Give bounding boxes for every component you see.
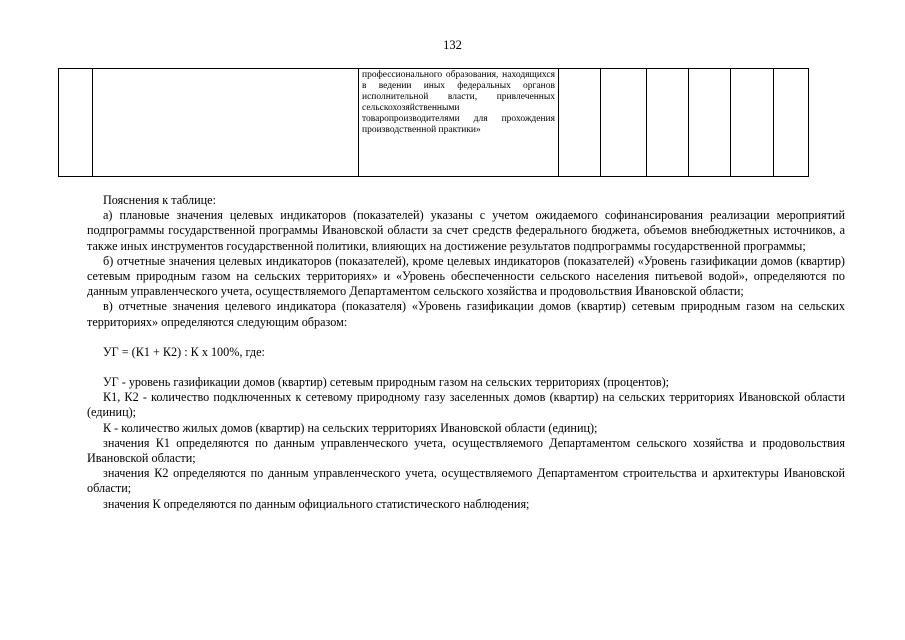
- table-row: [59, 69, 809, 177]
- table-cell-value: [601, 69, 647, 177]
- source-k1: значения К1 определяются по данным управленческого учета, осуществляемого Департаментом сельского хозяйства и продовольствия Ивановской области;: [87, 435, 845, 466]
- definition-k: К - количество жилых домов (квартир) на сельских территориях Ивановской области (единиц);: [103, 420, 598, 435]
- table-cell-name: [93, 69, 359, 177]
- note-item-b: б) отчетные значения целевых индикаторов (показателей), кроме целевых индикаторов (показателей) «Уровень газификации домов (квартир) сетевым природным газом на сельских территориях» и «Уровень обеспеченности сельского населения питьевой водой», определяются по данным управленческого учета, осуществляемого Департаментом сельского хозяйства и продовольствия Ивановской области;: [87, 253, 845, 299]
- note-item-v: в) отчетные значения целевого индикатора (показателя) «Уровень газификации домов (квартир) сетевым природным газом на сельских территориях» определяются следующим образом:: [87, 299, 845, 329]
- table-cell-value: [689, 69, 731, 177]
- source-k: значения К определяются по данным официального статистического наблюдения;: [103, 496, 530, 511]
- notes-heading: Пояснения к таблице:: [103, 193, 216, 207]
- table-cell-value: [731, 69, 774, 177]
- table-cell-value: [774, 69, 809, 177]
- table-cell-indicator-text: профессионального образования, находящихся в ведении иных федеральных органов исполнительной власти, привлеченных сельскохозяйственными товаропроизводителями для прохождения производственной практики»: [359, 69, 559, 177]
- table-cell-value: [647, 69, 689, 177]
- definition-k1-k2: К1, К2 - количество подключенных к сетевому природному газу заселенных домов (квартир) на сельских территориях Ивановской области (единиц);: [87, 390, 845, 420]
- gasification-formula: УГ = (К1 + К2) : К x 100%, где:: [103, 344, 265, 359]
- table-notes: [87, 193, 845, 512]
- note-item-a: а) плановые значения целевых индикаторов (показателей) указаны с учетом ожидаемого софинансирования реализации мероприятий подпрограммы государственной программы Ивановской области за счет средств федерального бюджета, объемов внебюджетных источников, а также иных инструментов государственной политики, влияющих на достижение результатов подпрограммы государственной программы;: [87, 208, 845, 253]
- indicator-table-fragment: [58, 68, 809, 177]
- table-cell-number: [59, 69, 93, 177]
- page-number: 132: [443, 38, 462, 52]
- source-k2: значения К2 определяются по данным управленческого учета, осуществляемого Департаментом строительства и архитектуры Ивановской области;: [87, 466, 845, 496]
- definition-ug: УГ - уровень газификации домов (квартир) сетевым природным газом на сельских территориях (процентов);: [103, 375, 670, 390]
- table-cell-value: [559, 69, 601, 177]
